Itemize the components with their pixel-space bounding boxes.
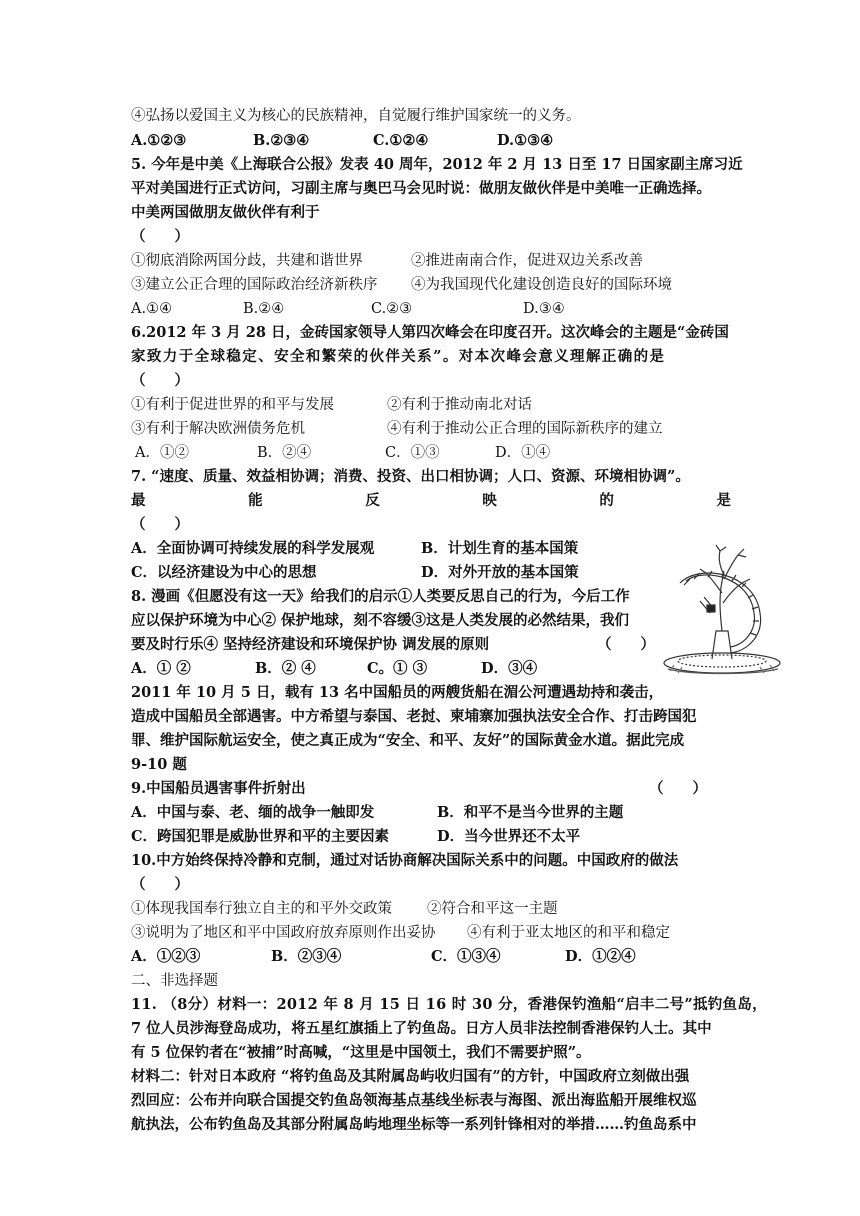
choice-a: A.①④ [131, 301, 173, 317]
q7-char: 最 [131, 492, 146, 509]
q9-option-a: A．中国与泰、老、缅的战争一触即发 [131, 804, 375, 821]
q6-option-4: ④有利于推动公正合理的国际新秩序的建立 [387, 421, 663, 437]
q7-options-row-2 [131, 563, 579, 583]
choice-b: B.②③④ [253, 132, 310, 149]
q7-char: 能 [248, 492, 263, 509]
q6-stem-line-2: 家致力于全球稳定、安全和繁荣的伙伴关系”。对本次峰会意义理解正确的是 [131, 348, 666, 365]
q4-option-4: ④弘扬以爱国主义为核心的民族精神，自觉履行维护国家统一的义务。 [131, 108, 581, 124]
q9-options-row-2 [131, 827, 580, 847]
q5-option-1: ①彻底消除两国分歧，共建和谐世界 [131, 253, 363, 269]
q7-stem-line-2 [131, 491, 731, 511]
q10-options-row-2 [131, 923, 670, 943]
choice-d: D．①④ [495, 445, 551, 461]
q5-options-row-1 [131, 251, 643, 271]
q9-stem [131, 779, 707, 799]
choice-c: C。① ③ [367, 660, 428, 677]
material-q9-10-line-2: 造成中国船员全部遇害。中方希望与泰国、老挝、柬埔寨加强执法安全合作、打击跨国犯 [131, 708, 697, 725]
q5-stem-line-2: 平对美国进行正式访问，习副主席与奥巴马会见时说：做朋友做伙伴是中美唯一正确选择。 [131, 180, 711, 197]
q5-option-4: ④为我国现代化建设创造良好的国际环境 [411, 277, 672, 293]
q8-stem-text: 要及时行乐④ 坚持经济建设和环境保护协 调发展的原则 [131, 636, 490, 653]
q8-stem-line-2: 应以保护环境为中心② 保护地球，刻不容缓③这是人类发展的必然结果，我们 [131, 612, 630, 629]
q10-option-3: ③说明为了地区和平中国政府放弃原则作出妥协 [131, 925, 436, 941]
q8-stem-line-3 [131, 635, 655, 655]
q6-stem-line-1: 6.2012 年 3 月 28 日，金砖国家领导人第四次峰会在印度召开。这次峰会的主题是“金砖国 [131, 324, 729, 341]
q6-answer-choices [135, 443, 550, 463]
q9-answer-blank: （ ） [649, 780, 707, 797]
q9-option-c: C．跨国犯罪是威胁世界和平的主要因素 [131, 828, 390, 845]
q6-option-2: ②有利于推动南北对话 [387, 397, 532, 413]
choice-b: B．②④ [257, 445, 312, 461]
q7-char: 的 [599, 492, 614, 509]
q7-option-d: D．对外开放的基本国策 [421, 564, 579, 581]
q5-stem-line-1: 5. 今年是中美《上海联合公报》发表 40 周年，2012 年 2 月 13 日至 17 日国家副主席习近 [131, 156, 743, 173]
q4-answer-choices [131, 131, 553, 151]
choice-d: D．①②④ [565, 948, 636, 965]
q11-material-1-line-1: 11. （8分）材料一：2012 年 8 月 15 日 16 时 30 分，香港保钓渔船“启丰二号”抵钓鱼岛， [131, 996, 767, 1013]
q10-stem: 10.中方始终保持冷静和克制，通过对话协商解决国际关系中的问题。中国政府的做法 [131, 852, 679, 869]
q10-option-1: ①体现我国奉行独立自主的和平外交政策 [131, 901, 392, 917]
q5-option-3: ③建立公正合理的国际政治经济新秩序 [131, 277, 378, 293]
q11-material-2-line-1: 材料二：针对日本政府 “将钓鱼岛及其附属岛屿收归国有”的方针，中国政府立刻做出强 [131, 1068, 690, 1085]
choice-d: D.③④ [523, 301, 565, 317]
choice-b: B.②④ [243, 301, 285, 317]
q7-char: 是 [716, 492, 731, 509]
q6-options-row-2 [131, 419, 663, 439]
q5-stem-line-3: 中美两国做朋友做伙伴有利于 [131, 204, 320, 221]
q5-options-row-2 [131, 275, 672, 295]
choice-a: A．① ② [131, 660, 191, 677]
cartoon-illustration [660, 543, 785, 678]
q11-material-2-line-3: 航执法，公布钓鱼岛及其部分附属岛屿地理坐标等一系列针锋相对的举措……钓鱼岛系中 [131, 1116, 697, 1133]
q8-answer-blank: （ ） [597, 636, 655, 653]
choice-a: A．①②③ [131, 948, 201, 965]
section-heading-non-choice: 二、非选择题 [131, 973, 218, 989]
q8-answer-choices [131, 659, 537, 679]
q7-char: 映 [482, 492, 497, 509]
q7-char: 反 [365, 492, 380, 509]
material-q9-10-line-4: 9-10 题 [131, 756, 187, 773]
q11-material-1-line-2: 7 位人员涉海登岛成功，将五星红旗插上了钓鱼岛。日方人员非法控制香港保钓人士。其中 [131, 1020, 712, 1037]
q10-option-4: ④有利于亚太地区的和平和稳定 [467, 925, 670, 941]
choice-c: C.①②④ [373, 132, 429, 149]
q9-stem-text: 9.中国船员遇害事件折射出 [131, 780, 306, 797]
q5-answer-choices [131, 299, 565, 319]
q6-option-3: ③有利于解决欧洲债务危机 [131, 421, 305, 437]
choice-d: D.①③④ [497, 132, 554, 149]
choice-b: B．② ④ [255, 660, 316, 677]
q10-option-2: ②符合和平这一主题 [427, 901, 558, 917]
q6-answer-blank: （ ） [131, 372, 189, 389]
q11-material-1-line-3: 有 5 位保钓者在“被捕”时高喊，“这里是中国领土，我们不需要护照”。 [131, 1044, 591, 1061]
q6-option-1: ①有利于促进世界的和平与发展 [131, 397, 334, 413]
q7-options-row-1 [131, 539, 578, 559]
material-q9-10-line-1: 2011 年 10 月 5 日，载有 13 名中国船员的两艘货船在湄公河遭遇劫持和袭击， [131, 684, 664, 701]
q5-answer-blank: （ ） [131, 228, 189, 245]
q5-option-2: ②推进南南合作，促进双边关系改善 [411, 253, 643, 269]
q9-option-b: B．和平不是当今世界的主题 [437, 804, 624, 821]
choice-c: C．①③④ [431, 948, 501, 965]
choice-b: B．②③④ [271, 948, 342, 965]
q10-answer-choices [131, 947, 636, 967]
material-q9-10-line-3: 罪、维护国际航运安全，使之真正成为“安全、和平、友好”的国际黄金水道。据此完成 [131, 732, 685, 749]
q7-stem-line-1: 7. “速度、质量、效益相协调；消费、投资、出口相协调；人口、资源、环境相协调”。 [131, 468, 690, 485]
q7-option-c: C．以经济建设为中心的思想 [131, 564, 317, 581]
q7-option-b: B．计划生育的基本国策 [421, 540, 579, 557]
choice-a: A.①②③ [131, 132, 187, 149]
q11-material-2-line-2: 烈回应：公布并向联合国提交钓鱼岛领海基点基线坐标表与海图、派出海监船开展维权巡 [131, 1092, 697, 1109]
q9-options-row-1 [131, 803, 623, 823]
choice-a: A．①② [135, 445, 189, 461]
q10-answer-blank: （ ） [131, 876, 189, 893]
choice-d: D．③④ [481, 660, 538, 677]
q6-options-row-1 [131, 395, 532, 415]
q9-option-d: D．当今世界还不太平 [437, 828, 581, 845]
choice-c: C.②③ [371, 301, 413, 317]
q7-option-a: A．全面协调可持续发展的科学发展观 [131, 540, 375, 557]
q7-answer-blank: （ ） [131, 516, 189, 533]
choice-c: C．①③ [385, 445, 440, 461]
q10-options-row-1 [131, 899, 558, 919]
q8-stem-line-1: 8. 漫画《但愿没有这一天》给我们的启示①人类要反思自己的行为，今后工作 [131, 588, 630, 605]
